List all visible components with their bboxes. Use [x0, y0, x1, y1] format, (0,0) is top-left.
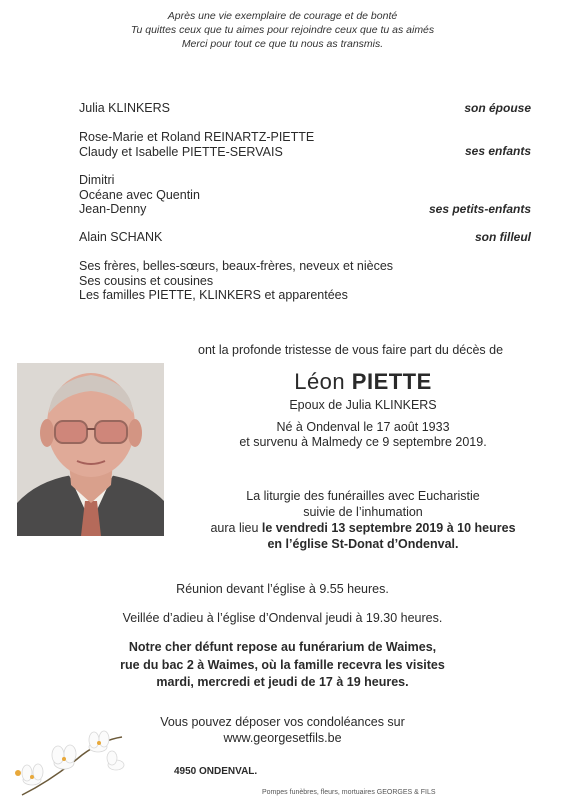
deceased-dates	[190, 420, 536, 450]
opening-poem	[0, 9, 565, 51]
relative-name: Claudy et Isabelle PIETTE-SERVAIS	[79, 144, 283, 159]
relative-group-children	[79, 130, 531, 159]
relative-role: son épouse	[464, 101, 531, 115]
condolences-website-link[interactable]: www.georgesetfils.be	[223, 731, 342, 745]
address-text: 4950 ONDENVAL.	[174, 766, 258, 777]
liturgy-church: en l’église St-Donat d’Ondenval.	[267, 537, 459, 551]
relative-group-godson	[79, 230, 531, 245]
liturgy-line-3	[190, 520, 536, 536]
deceased-first-name: Léon	[294, 369, 346, 394]
condolences-line: Vous pouvez déposer vos condoléances sur	[160, 715, 405, 729]
liturgy-line-4	[190, 536, 536, 552]
poem-line-2: Tu quittes ceux que tu aimes pour rejoindre ceux que tu as aimés	[130, 24, 435, 36]
relative-name: Alain SCHANK	[79, 230, 163, 244]
relative-name: Dimitri	[79, 173, 115, 187]
relative-role: son filleul	[474, 230, 531, 244]
liturgy-line-2: suivie de l’inhumation	[303, 505, 423, 519]
family-line-3: Les familles PIETTE, KLINKERS et apparentées	[79, 288, 348, 302]
funeral-details	[190, 488, 536, 552]
relative-name: Julia KLINKERS	[79, 101, 171, 115]
relative-group-spouse	[79, 101, 531, 116]
poem-line-1: Après une vie exemplaire de courage et de bonté	[167, 10, 398, 22]
meeting-text: Réunion devant l’église à 9.55 heures.	[176, 582, 389, 596]
liturgy-line-1: La liturgie des funérailles avec Eucharistie	[246, 489, 480, 503]
relative-role: ses enfants	[464, 144, 531, 158]
family-line-2: Ses cousins et cousines	[79, 273, 214, 288]
deceased-portrait-photo	[17, 363, 164, 536]
liturgy-line-3-prefix: aura lieu	[210, 521, 262, 535]
relative-role: ses petits-enfants	[428, 202, 531, 216]
deceased-name	[190, 369, 536, 395]
relative-name: Rose-Marie et Roland REINARTZ-PIETTE	[79, 130, 315, 144]
liturgy-date: le vendredi 13 septembre 2019 à 10 heures	[261, 521, 516, 535]
deceased-spouse: Epoux de Julia KLINKERS	[289, 398, 437, 412]
relative-name: Océane avec Quentin	[79, 187, 200, 202]
orchid-decoration	[12, 725, 132, 800]
deceased-last-name: PIETTE	[351, 369, 432, 394]
relative-group-grandchildren	[79, 173, 531, 217]
funeral-home-details	[0, 639, 565, 692]
family-line-1: Ses frères, belles-sœurs, beaux-frères, neveux et nièces	[79, 259, 394, 273]
rest-line-3: mardi, mercredi et jeudi de 17 à 19 heures.	[156, 675, 409, 689]
footer-text: Pompes funèbres, fleurs, mortuaires GEORGES & FILS	[262, 789, 436, 796]
death-line: et survenu à Malmedy ce 9 septembre 2019.	[239, 435, 487, 449]
rest-line-2: rue du bac 2 à Waimes, où la famille recevra les visites	[120, 657, 445, 672]
birth-line: Né à Ondenval le 17 août 1933	[276, 420, 450, 434]
rest-line-1: Notre cher défunt repose au funérarium de Waimes,	[128, 640, 437, 654]
extended-family	[79, 259, 393, 303]
announcement-text: ont la profonde tristesse de vous faire part du décès de	[198, 343, 504, 357]
poem-line-3: Merci pour tout ce que tu nous as transmis.	[181, 38, 384, 50]
vigil-text: Veillée d’adieu à l’église d’Ondenval jeudi à 19.30 heures.	[122, 611, 443, 625]
relative-name: Jean-Denny	[79, 202, 147, 216]
